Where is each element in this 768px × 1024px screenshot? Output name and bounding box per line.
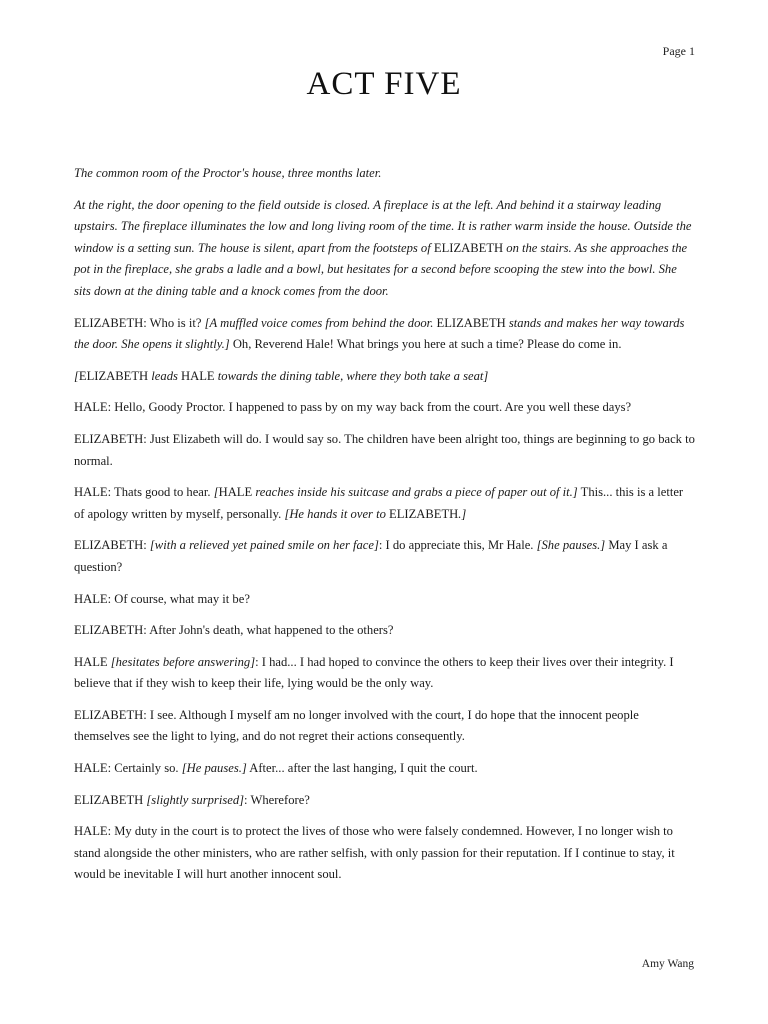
character-name: HALE	[181, 368, 215, 383]
stage-direction: [	[74, 368, 79, 383]
page-number: Page 1	[662, 44, 695, 58]
character-name: ELIZABETH	[433, 240, 504, 255]
dialogue-text: Oh, Reverend Hale! What brings you here at such a time? Please do come in.	[229, 337, 622, 352]
dialogue-text: HALE: Thats good to hear.	[74, 485, 214, 500]
dialogue-text: : Wherefore?	[244, 792, 310, 807]
dialogue-line: HALE: Of course, what may it be?	[74, 591, 250, 606]
stage-setting: The common room of the Proctor's house, three months later.	[74, 166, 382, 180]
dialogue-line	[74, 652, 696, 695]
dialogue-line: HALE: My duty in the court is to protect the lives of those who were falsely condemned. However, I no longer wish to stand alongside the other ministers, who are rather selfish, with only passion for their reputation. If I continue to stay, it would be inevitable I will hurt another innocent soul.	[74, 824, 675, 882]
footer-author: Amy Wang	[641, 958, 694, 970]
dialogue-text: May I ask a question?	[74, 538, 668, 574]
stage-direction: [She pauses.]	[536, 538, 606, 553]
dialogue-line	[74, 790, 696, 812]
stage-direction: [A muffled voice comes from behind the door.	[204, 315, 437, 330]
stage-direction: [with a relieved yet pained smile on her face]	[149, 538, 379, 553]
stage-direction-line	[74, 366, 696, 388]
dialogue-text: ELIZABETH	[74, 792, 147, 807]
stage-description-text: At the right, the door opening to the field outside is closed. A fireplace is at the left. And behind it a stairway leading upstairs. The fireplace illuminates the low and long living room of the time. It is rather warm inside the house. Outside the window is a setting sun. The house is silent, apart from the footsteps of	[74, 197, 692, 255]
stage-direction: [slightly surprised]	[146, 792, 245, 807]
dialogue-line: HALE: Hello, Goody Proctor. I happened to pass by on my way back from the court. Are you well these days?	[74, 400, 632, 415]
stage-direction: stands and makes her way towards the door. She opens it slightly.]	[74, 315, 685, 352]
dialogue-text: : I had... I had hoped to convince the others to keep their lives over their integrity. I believe that if they wish to keep their life, lying would be the only way.	[74, 654, 674, 691]
stage-direction: .]	[458, 506, 467, 521]
dialogue-text: HALE: Certainly so.	[74, 761, 182, 776]
stage-direction: [	[213, 485, 219, 500]
dialogue-text: : I do appreciate this, Mr Hale.	[378, 538, 537, 553]
dialogue-text: After... after the last hanging, I quit the court.	[246, 761, 478, 776]
dialogue-text: ELIZABETH: Who is it?	[74, 315, 205, 330]
character-name: ELIZABETH	[389, 506, 459, 521]
script-body	[74, 163, 696, 896]
stage-direction: [He hands it over to	[284, 506, 390, 521]
stage-description	[74, 195, 696, 303]
dialogue-line	[74, 482, 696, 525]
dialogue-line	[74, 313, 696, 356]
dialogue-line: ELIZABETH: Just Elizabeth will do. I would say so. The children have been alright too, things are beginning to go back to normal.	[74, 431, 695, 468]
dialogue-text: ELIZABETH:	[74, 538, 150, 553]
stage-direction: reaches inside his suitcase and grabs a piece of paper out of it.]	[252, 485, 578, 500]
dialogue-text: HALE	[74, 654, 111, 669]
stage-direction: leads	[148, 368, 182, 383]
stage-direction: [hesitates before answering]	[110, 654, 256, 669]
dialogue-line	[74, 535, 696, 578]
dialogue-text: This... this is a letter of apology written by myself, personally.	[74, 485, 684, 521]
dialogue-line: ELIZABETH: I see. Although I myself am no longer involved with the court, I do hope that the innocent people themselves see the light to lying, and do not regret their actions consequently.	[74, 707, 639, 744]
page-title: ACT FIVE	[306, 66, 462, 102]
stage-direction: towards the dining table, where they both take a seat]	[214, 368, 489, 383]
dialogue-line: ELIZABETH: After John's death, what happened to the others?	[74, 623, 394, 638]
character-name: HALE	[218, 485, 253, 500]
character-name: ELIZABETH	[436, 315, 506, 330]
stage-description-text: on the stairs. As she approaches the pot in the fireplace, she grabs a ladle and a bowl, but hesitates for a second before scooping the stew into the bowl. She sits down at the dining table and a knock comes from the door.	[74, 240, 688, 298]
stage-direction: [He pauses.]	[181, 761, 247, 776]
dialogue-line	[74, 758, 696, 780]
character-name: ELIZABETH	[78, 368, 149, 383]
